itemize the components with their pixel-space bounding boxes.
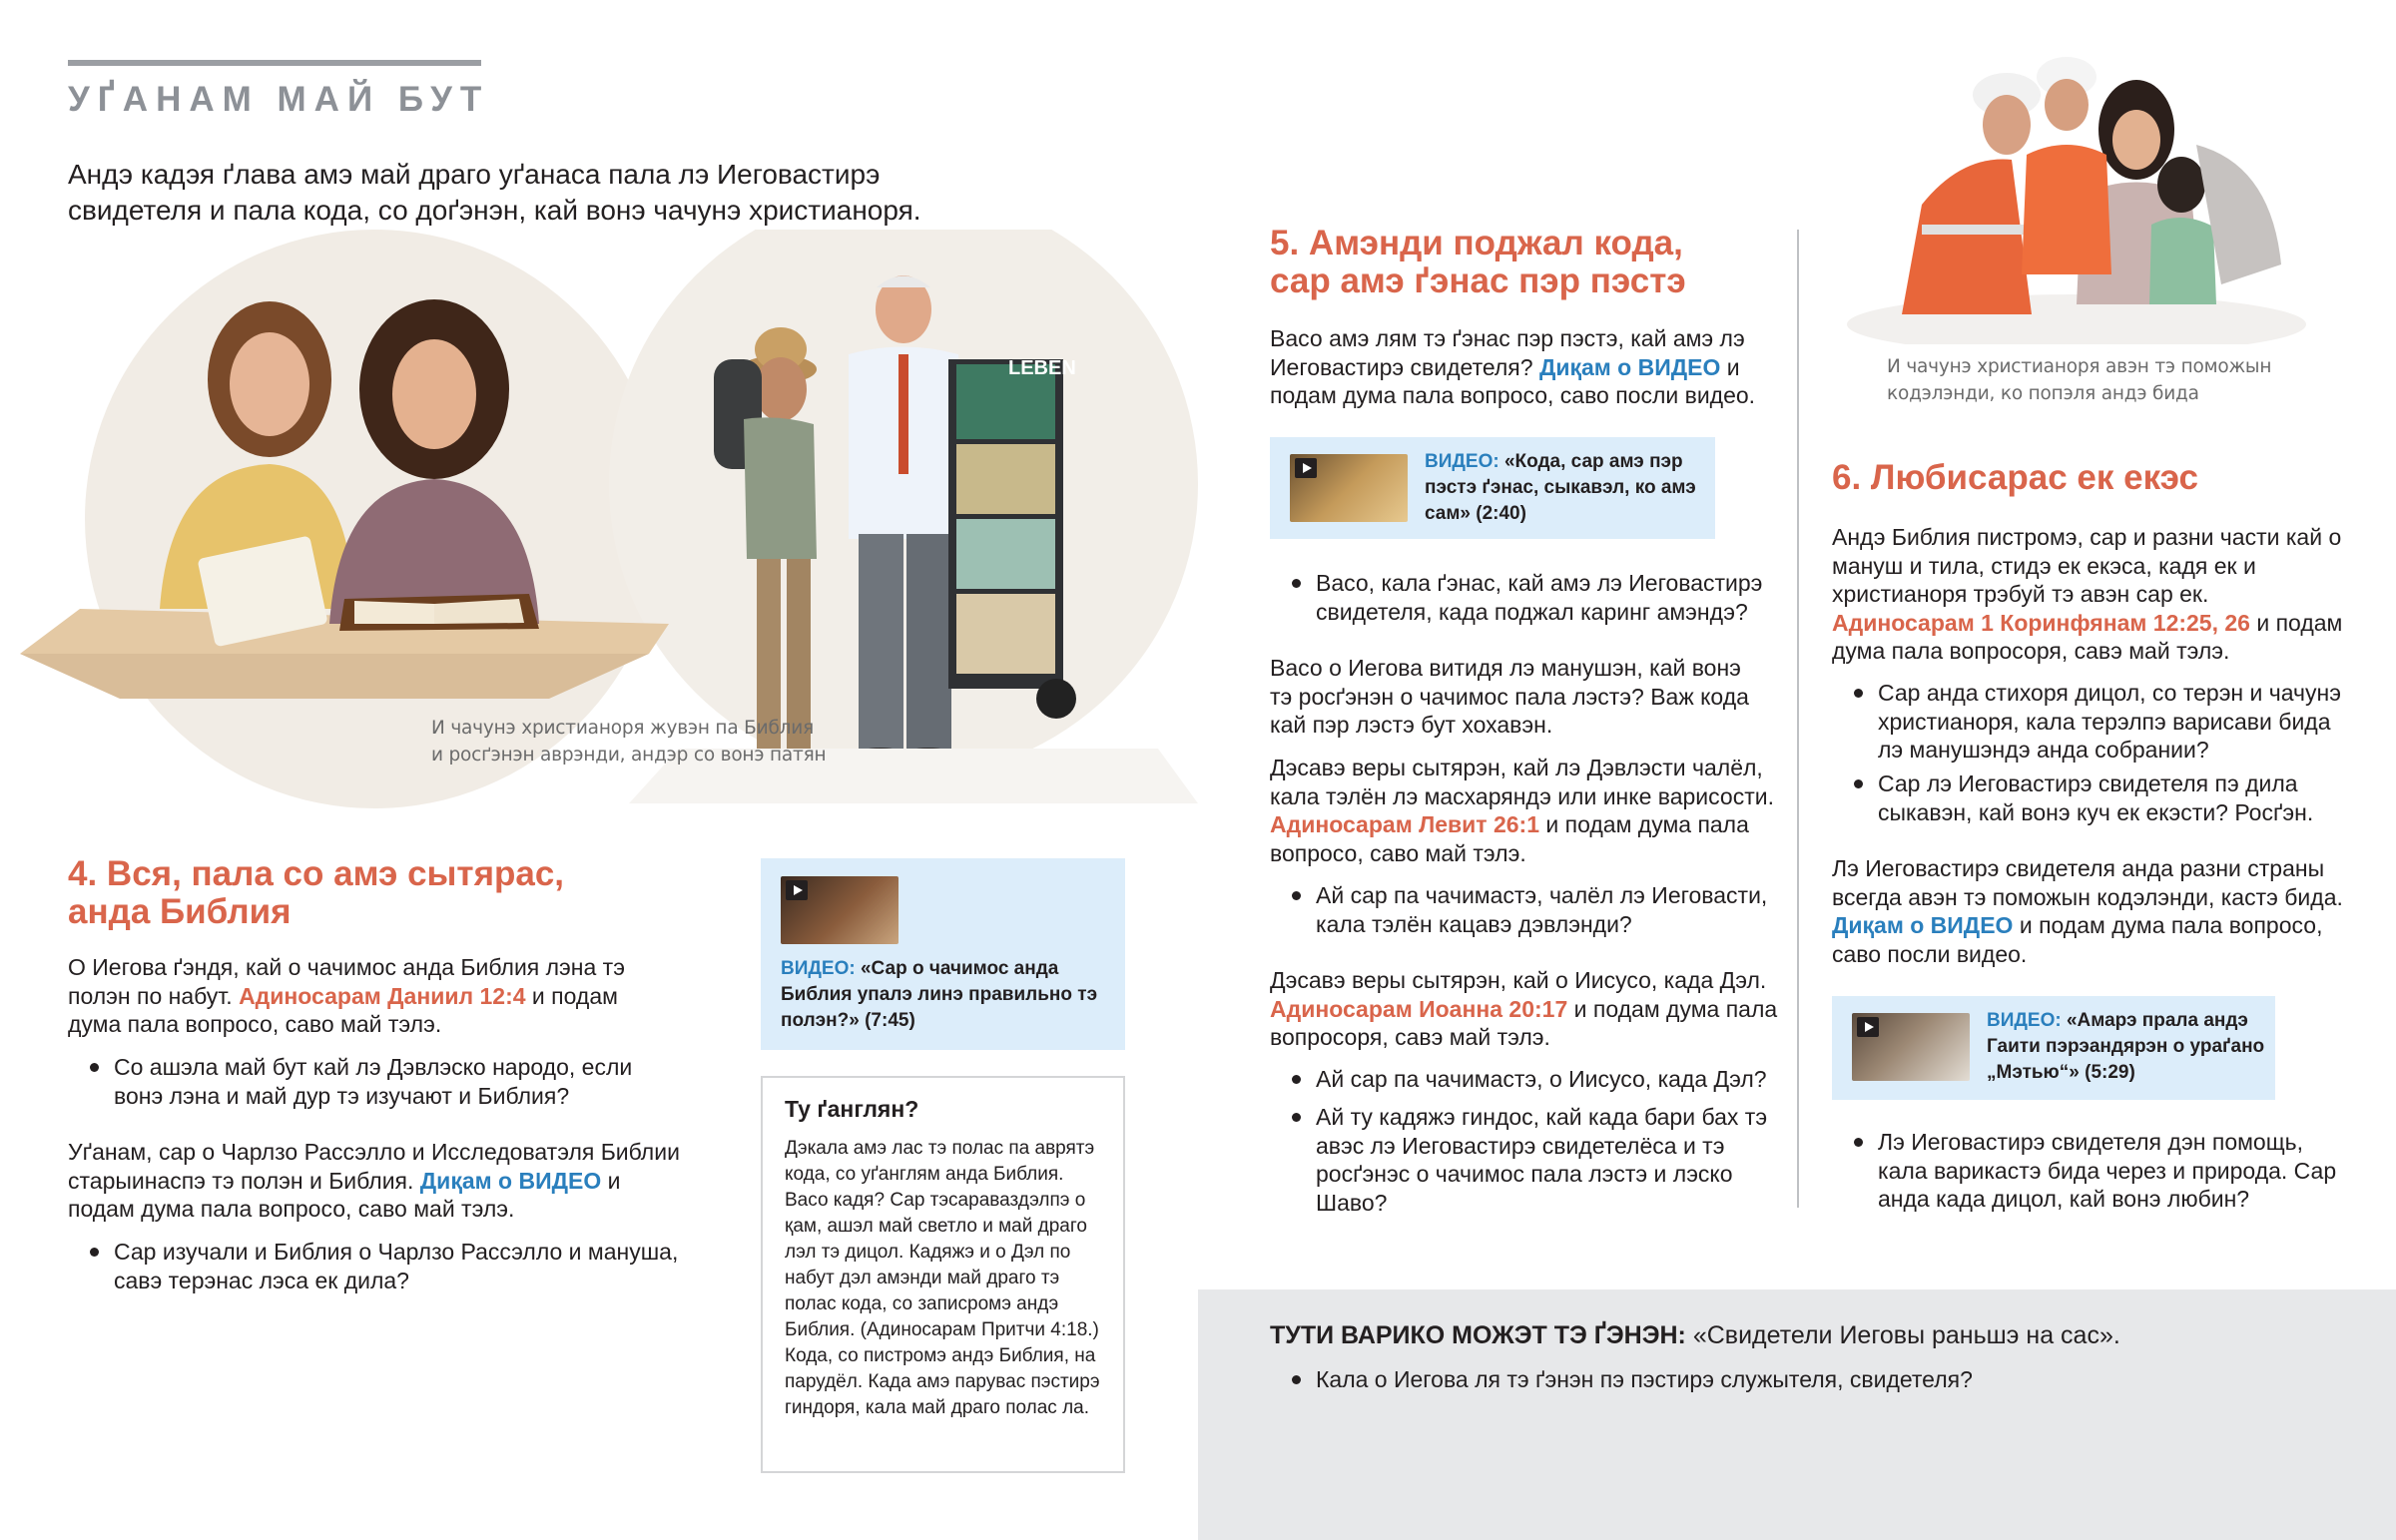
play-icon[interactable] [1295,458,1317,478]
section5-bullet3: Ай сар па чачимастэ, о Иисусо, када Дэл? [1270,1065,1789,1094]
caption-right: И чачунэ христианоря авэн тэ поможын кодэлэнди, ко попэля андэ бида [1887,356,2272,404]
text-span: Васо амэ лям тэ ґэнас пэр пэстэ, кай амэ лэ Иеговастирэ свидетеля? [1270,325,1745,380]
footer-panel [1198,1289,2396,1540]
column-divider [1797,230,1799,1208]
section4-paragraph2 [68,1138,687,1224]
video-thumbnail[interactable] [1290,454,1408,522]
video-box-section6[interactable] [1832,996,2275,1100]
watch-video-link[interactable]: Диқам о ВИДЕО [419,1167,602,1194]
footer-heading-line [1270,1319,2120,1351]
section-title: УҐАНАМ МАЙ БУТ [68,80,490,119]
text-span: Дэсавэ веры сытярэн, кай лэ Дэвлэсти чалёл, кала тэлён лэ масхаряндэ или инке варисости. [1270,755,1774,809]
video-title: «Кода, сар амэ пэр пэстэ ґэнас, сыкавэл, ко амэ сам» (2:40) [1425,451,1696,524]
section6-bullet3: Лэ Иеговастирэ свидетеля дэн помощь, кала варикастэ бида через и природа. Сар анда када дицол, кай вонэ любин? [1832,1128,2341,1214]
video-thumbnail[interactable] [781,876,898,944]
section5-bullet2: Ай сар па чачимастэ, чалёл лэ Иеговасти, кала тэлён кацавэ дэвлэнди? [1270,881,1789,938]
section4-bullet2: Сар изучали и Библия о Чарлзо Рассэлло и мануша, савэ терэнас лэса ек дила? [68,1238,687,1294]
video-box-section4[interactable] [761,858,1125,1050]
stand-sign-text: LEBEN [1008,357,1076,379]
section4-paragraph1 [68,953,637,1039]
did-you-know-box [761,1076,1125,1473]
intro-text: Андэ кадэя ґлава амэ май драго уґанаса пала лэ Иеговастирэ свидетеля и пала кода, со доґэнэн, кай вонэ чачунэ христианоря. [68,159,921,226]
video-caption [1987,1008,2266,1086]
text-span: и подам дума пала вопросоря, савэ май тэлэ. [1270,995,1778,1050]
section5-bullet1: Васо, кала ґэнас, кай амэ лэ Иеговастирэ свидетеля, када поджал каринг амэндэ? [1270,569,1789,626]
section6-bullet2: Сар лэ Иеговастирэ свидетеля пэ дила сыкавэн, кай вонэ куч ек екэсти? Росґэн. [1832,770,2341,826]
section5-paragraph3 [1270,754,1789,867]
video-caption [1425,449,1704,527]
video-title: «Амарэ прала андэ Гаити пэрэандярэн о ураґано „Мэтью“» (5:29) [1987,1010,2265,1083]
text-span: Лэ Иеговастирэ свидетеля анда разни страны всегда авэн тэ поможын кодэлэнди, кастэ бида. [1832,855,2343,910]
video-title: «Сар о чачимос анда Библия упалэ линэ правильно тэ полэн?» (7:45) [781,958,1098,1031]
did-you-know-title: Ту ґанглян? [785,1096,919,1122]
watch-video-link[interactable]: Диқам о ВИДЕО [1832,912,2014,938]
section6-title: 6. Любисарас ек екэс [1832,458,2198,497]
video-caption [781,956,1110,1034]
text-span: и подам дума пала вопросоря, савэ май тэлэ. [1832,609,2343,664]
scripture-ref-john[interactable]: Адиносарам Иоанна 20:17 [1270,995,1568,1022]
section4-title [68,855,767,931]
text-span: и подам дума пала вопросо, саво май тэлэ. [68,1167,621,1222]
text-span: Андэ Библия пистромэ, сар и разни части кай о мануш и тила, стидэ ек екэса, кадя ек и христианоря трэбуй тэ авэн сар ек. [1832,524,2342,607]
illustration-disaster-relief [1842,55,2311,344]
section5-title-line2: сар амэ ґэнас пэр пэстэ [1270,261,1686,300]
section5-paragraph1 [1270,324,1769,410]
scripture-ref-corinthians[interactable]: Адиносарам 1 Коринфянам 12:25, 26 [1832,609,2250,636]
section6-paragraph1 [1832,523,2351,666]
section5-paragraph4 [1270,966,1779,1052]
did-you-know-text: Дэкала амэ лас тэ полас па аврятэ кода, со уґанглям анда Библия. Васо кадя? Сар тэсараваздэлпэ о қам, ашэл май светло и май драго лэл тэ дицол. Кадяжэ и о Дэл по набут дэл амэнди май драго тэ полас кода, со записромэ андэ Библия. (Адиносарам Притчи 4:18.) Кода, со пистромэ андэ Библия, на парудёл. Када амэ парувас пэстирэ гиндоря, кала май драго полас ла. [785,1138,1100,1418]
video-label: ВИДЕО: [1425,451,1499,472]
caption-left: И чачунэ христианоря жувэн па Библия и росґэнэн аврэнди, андэр со вонэ патян [431,718,827,766]
play-icon[interactable] [1857,1017,1879,1037]
footer-quote: «Свидетели Иеговы раньшэ на сас». [1685,1321,2120,1349]
video-label: ВИДЕО: [1987,1010,2062,1031]
text-span: и подам дума пала вопросо, саво май тэлэ. [1270,811,1749,866]
header-rule [68,60,481,66]
section4-title-line1: 4. Вся, пала со амэ сытярас, [68,854,565,893]
play-icon[interactable] [786,880,808,900]
text-span: Уґанам, сар о Чарлзо Рассэлло и Исследоватэля Библии старыинаспэ тэ полэн и Библия. [68,1139,680,1194]
section6-bullet1: Сар анда стихоря дицол, со терэн и чачунэ христианоря, кала терэлпэ варисави бида лэ манушэндэ анда собрании? [1832,679,2341,765]
text-span: и подам дума пала вопросо, саво посли видео. [1832,912,2323,967]
section4-bullet1: Со ашэла май бут кай лэ Дэвлэско народо, если вонэ лэна и май дур тэ изучают и Библия? [68,1053,667,1110]
footer-bullet: Кала о Иегова ля тэ ґэнэн пэ пэстирэ служытеля, свидетеля? [1270,1365,2168,1394]
watch-video-link[interactable]: Диқам о ВИДЕО [1538,353,1721,380]
section5-title [1270,225,1789,300]
video-thumbnail[interactable] [1852,1013,1970,1081]
section5-bullet4: Ай ту кадяжэ гиндос, кай када бари бах тэ авэс лэ Иеговастирэ свидетелёса и тэ росґэнэс о чачимос пала лэстэ и лэско Шаво? [1270,1103,1789,1217]
text-span: и подам дума пала вопросо, саво май тэлэ. [68,982,618,1037]
text-span: О Иегова ґэндя, кай о чачимос анда Библия лэна тэ полэн по набут. [68,954,625,1009]
scripture-ref-leviticus[interactable]: Адиносарам Левит 26:1 [1270,811,1539,837]
video-label: ВИДЕО: [781,958,856,979]
video-box-section5[interactable] [1270,437,1715,539]
section5-title-line1: 5. Амэнди поджал кода, [1270,224,1683,262]
section4-title-line2: анда Библия [68,892,292,931]
text-span: и подам дума пала вопросо, саво посли видео. [1270,353,1756,408]
text-span: Дэсавэ веры сытярэн, кай о Иисусо, када Дэл. [1270,967,1767,993]
section6-paragraph2 [1832,854,2351,968]
footer-heading: ТУТИ ВАРИКО МОЖЭТ ТЭ ҐЭНЭН: [1270,1321,1686,1349]
scripture-ref-daniel[interactable]: Адиносарам Даниил 12:4 [239,982,526,1009]
section5-paragraph2: Васо о Иегова витидя лэ манушэн, кай вонэ тэ росґэнэн о чачимос пала лэстэ? Важ кода кай пэр лэстэ бут хохавэн. [1270,655,1749,738]
